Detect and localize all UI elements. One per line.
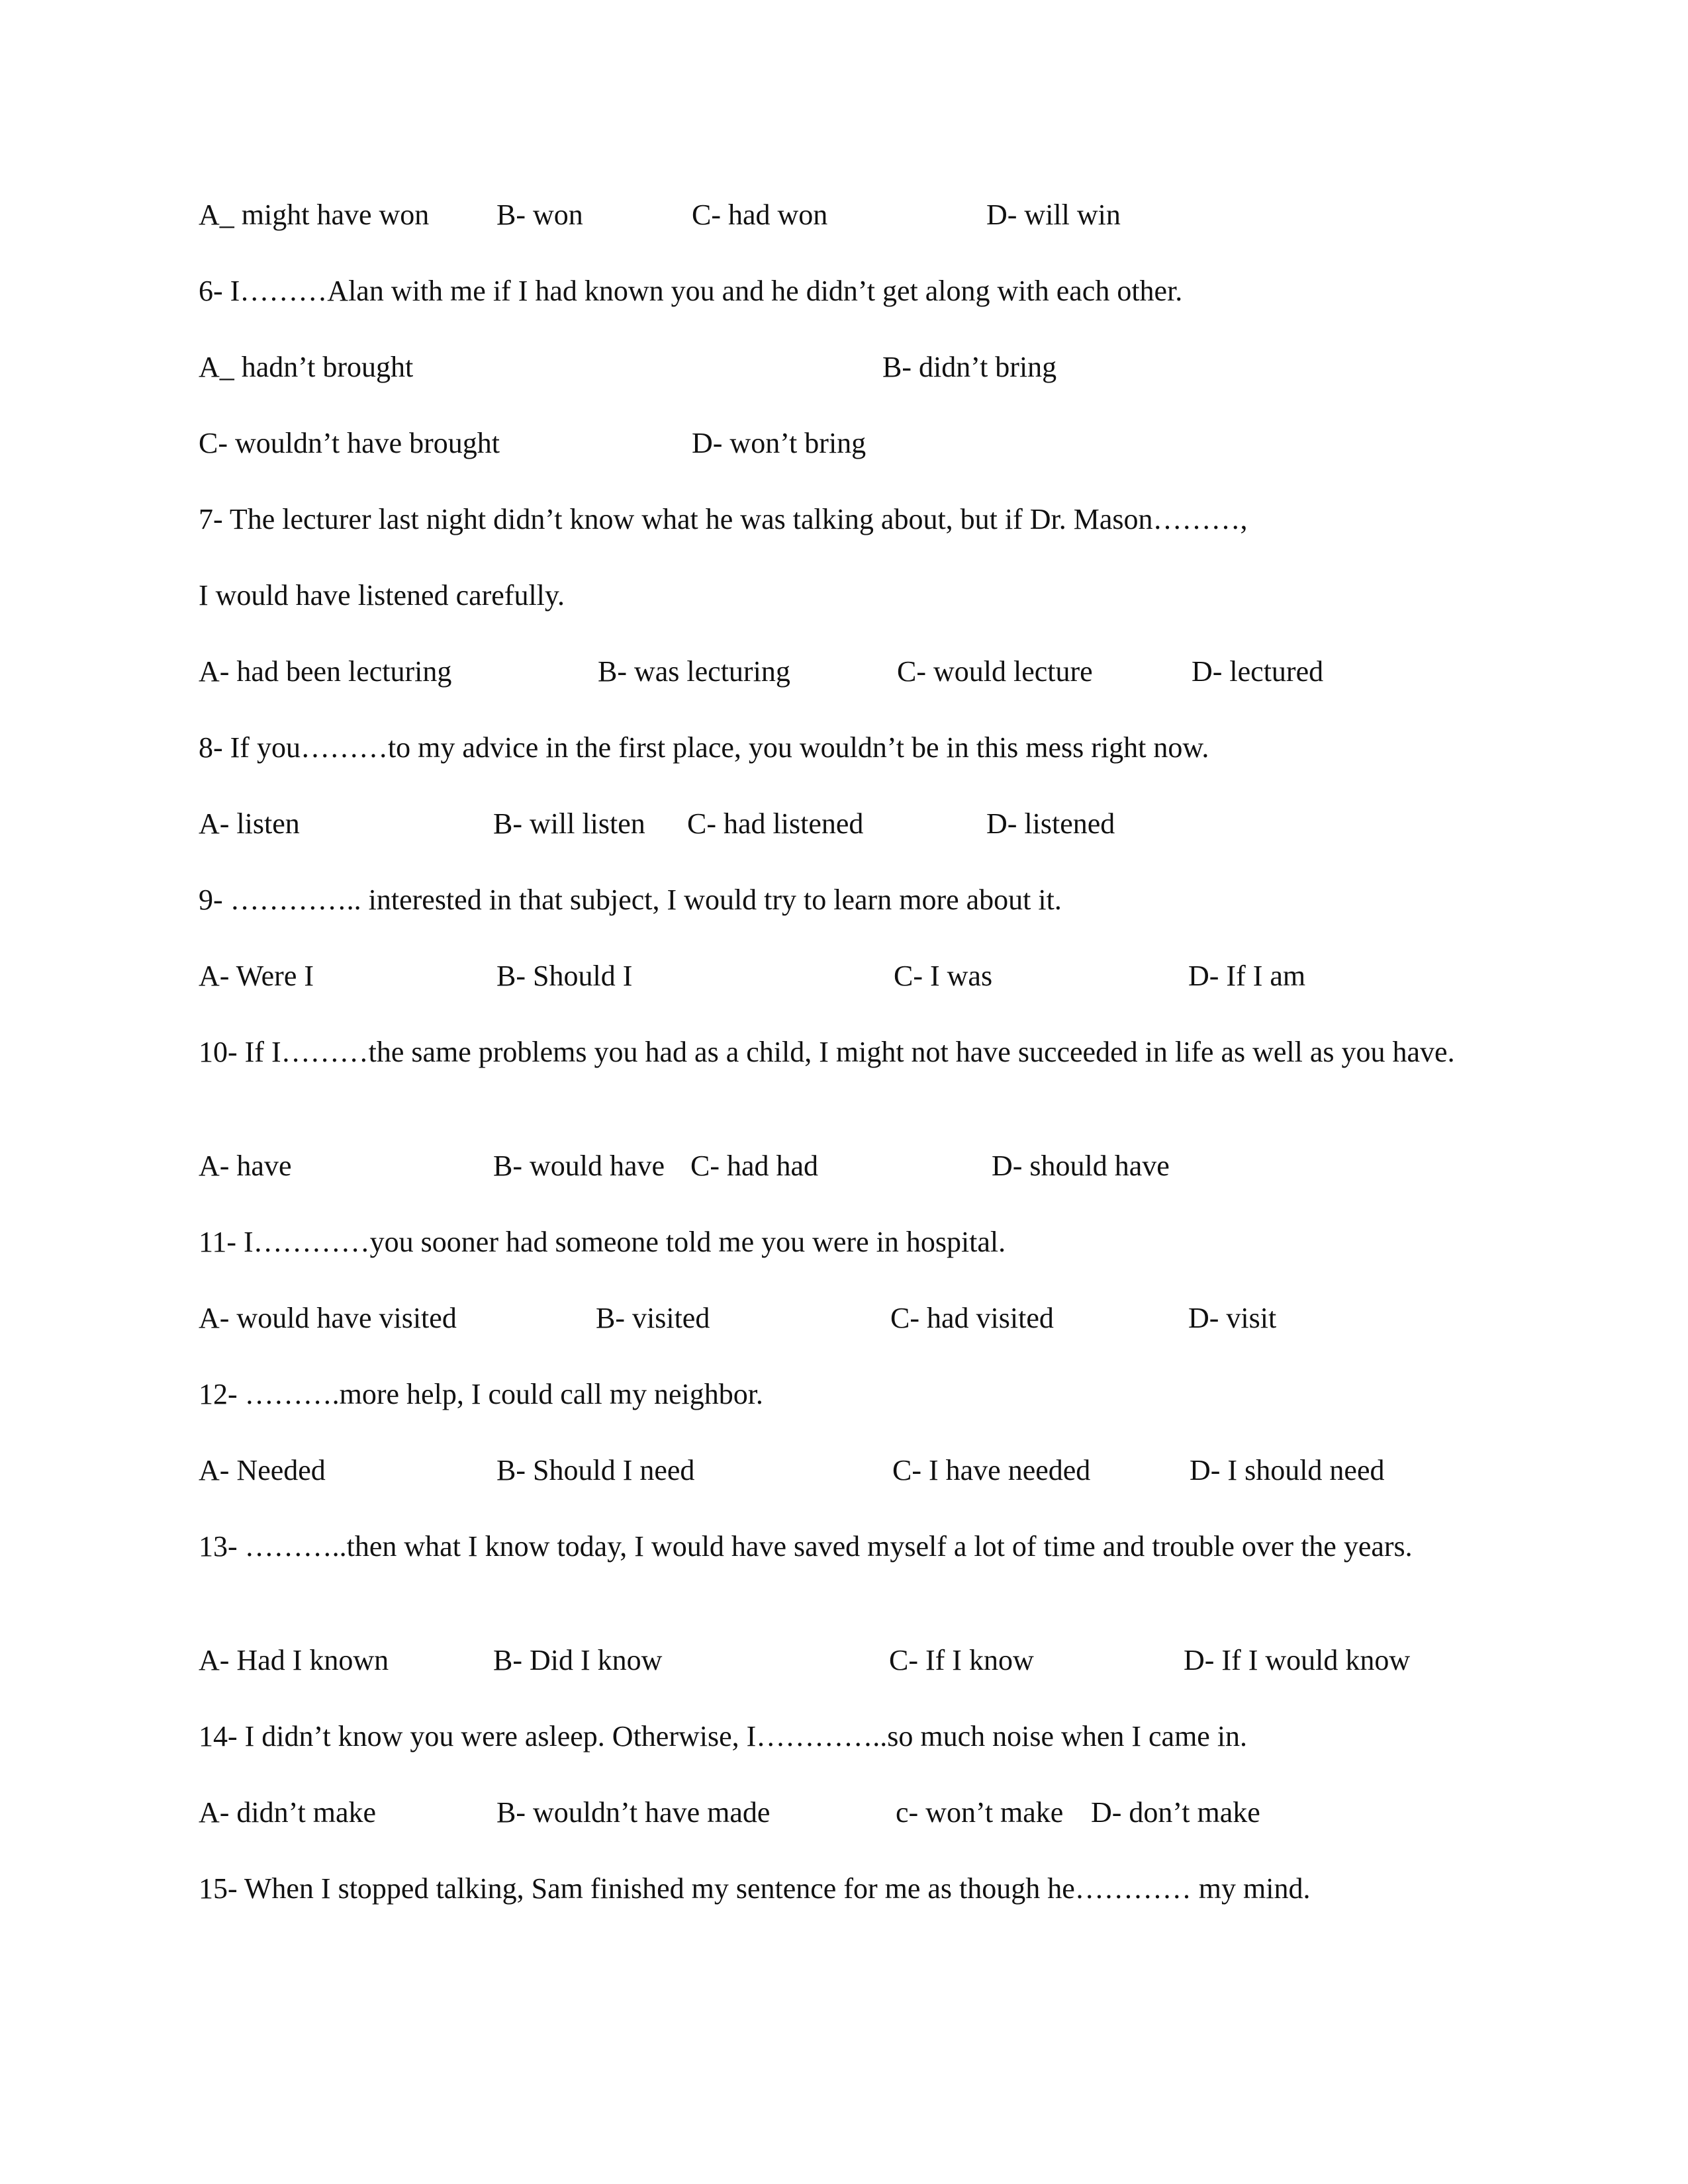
q9-option-b: B- Should I [496, 960, 633, 992]
q10-stem: 10- If I………the same problems you had as a child, I might not have succeeded in life as well as you have. [199, 1036, 1455, 1068]
q15-stem: 15- When I stopped talking, Sam finished my sentence for me as though he………… my mind. [199, 1872, 1311, 1905]
q14-option-d: D- don’t make [1091, 1796, 1260, 1829]
q12-option-d: D- I should need [1190, 1454, 1385, 1486]
q6-option-d: D- won’t bring [692, 427, 867, 459]
q11-option-a: A- would have visited [199, 1302, 457, 1334]
q7-option-c: C- would lecture [897, 655, 1093, 688]
q14-option-a: A- didn’t make [199, 1796, 377, 1829]
q5-option-c: C- had won [692, 199, 828, 231]
q12-option-b: B- Should I need [496, 1454, 695, 1486]
q10-option-b: B- would have [493, 1150, 665, 1182]
q14-option-c: c- won’t make [896, 1796, 1064, 1829]
q9-option-c: C- I was [894, 960, 993, 992]
q6-option-c: C- wouldn’t have brought [199, 427, 500, 459]
q13-stem: 13- ………..then what I know today, I would have saved myself a lot of time and trouble over the years. [199, 1530, 1413, 1563]
q8-option-d: D- listened [986, 807, 1115, 840]
q7-stem-continued: I would have listened carefully. [199, 579, 565, 612]
q13-option-d: D- If I would know [1184, 1644, 1411, 1676]
q13-option-c: C- If I know [889, 1644, 1034, 1676]
q14-stem: 14- I didn’t know you were asleep. Otherwise, I…………..so much noise when I came in. [199, 1720, 1248, 1752]
q11-option-d: D- visit [1188, 1302, 1277, 1334]
q7-option-a: A- had been lecturing [199, 655, 452, 688]
q11-stem: 11- I…………you sooner had someone told me you were in hospital. [199, 1226, 1006, 1258]
q5-option-a: A_ might have won [199, 199, 430, 231]
q12-option-c: C- I have needed [892, 1454, 1091, 1486]
q7-option-b: B- was lecturing [598, 655, 790, 688]
q9-option-d: D- If I am [1188, 960, 1306, 992]
q8-option-a: A- listen [199, 807, 300, 840]
q6-option-a: A_ hadn’t brought [199, 351, 414, 383]
q14-option-b: B- wouldn’t have made [496, 1796, 771, 1829]
q10-option-d: D- should have [992, 1150, 1170, 1182]
q9-option-a: A- Were I [199, 960, 314, 992]
q13-option-b: B- Did I know [493, 1644, 663, 1676]
q7-option-d: D- lectured [1192, 655, 1324, 688]
q8-option-b: B- will listen [493, 807, 645, 840]
q13-option-a: A- Had I known [199, 1644, 389, 1676]
q11-option-b: B- visited [596, 1302, 710, 1334]
q12-option-a: A- Needed [199, 1454, 326, 1486]
q5-option-d: D- will win [986, 199, 1121, 231]
q11-option-c: C- had visited [890, 1302, 1054, 1334]
q5-option-b: B- won [496, 199, 583, 231]
q12-stem: 12- ……….more help, I could call my neighbor. [199, 1378, 763, 1410]
q8-option-c: C- had listened [687, 807, 864, 840]
q9-stem: 9- ………….. interested in that subject, I would try to learn more about it. [199, 884, 1062, 916]
q6-stem: 6- I………Alan with me if I had known you and he didn’t get along with each other. [199, 275, 1183, 307]
q8-stem: 8- If you………to my advice in the first place, you wouldn’t be in this mess right now. [199, 731, 1209, 764]
q6-option-b: B- didn’t bring [882, 351, 1057, 383]
q7-stem: 7- The lecturer last night didn’t know what he was talking about, but if Dr. Mason………, [199, 503, 1248, 535]
q10-option-c: C- had had [690, 1150, 819, 1182]
q10-option-a: A- have [199, 1150, 292, 1182]
